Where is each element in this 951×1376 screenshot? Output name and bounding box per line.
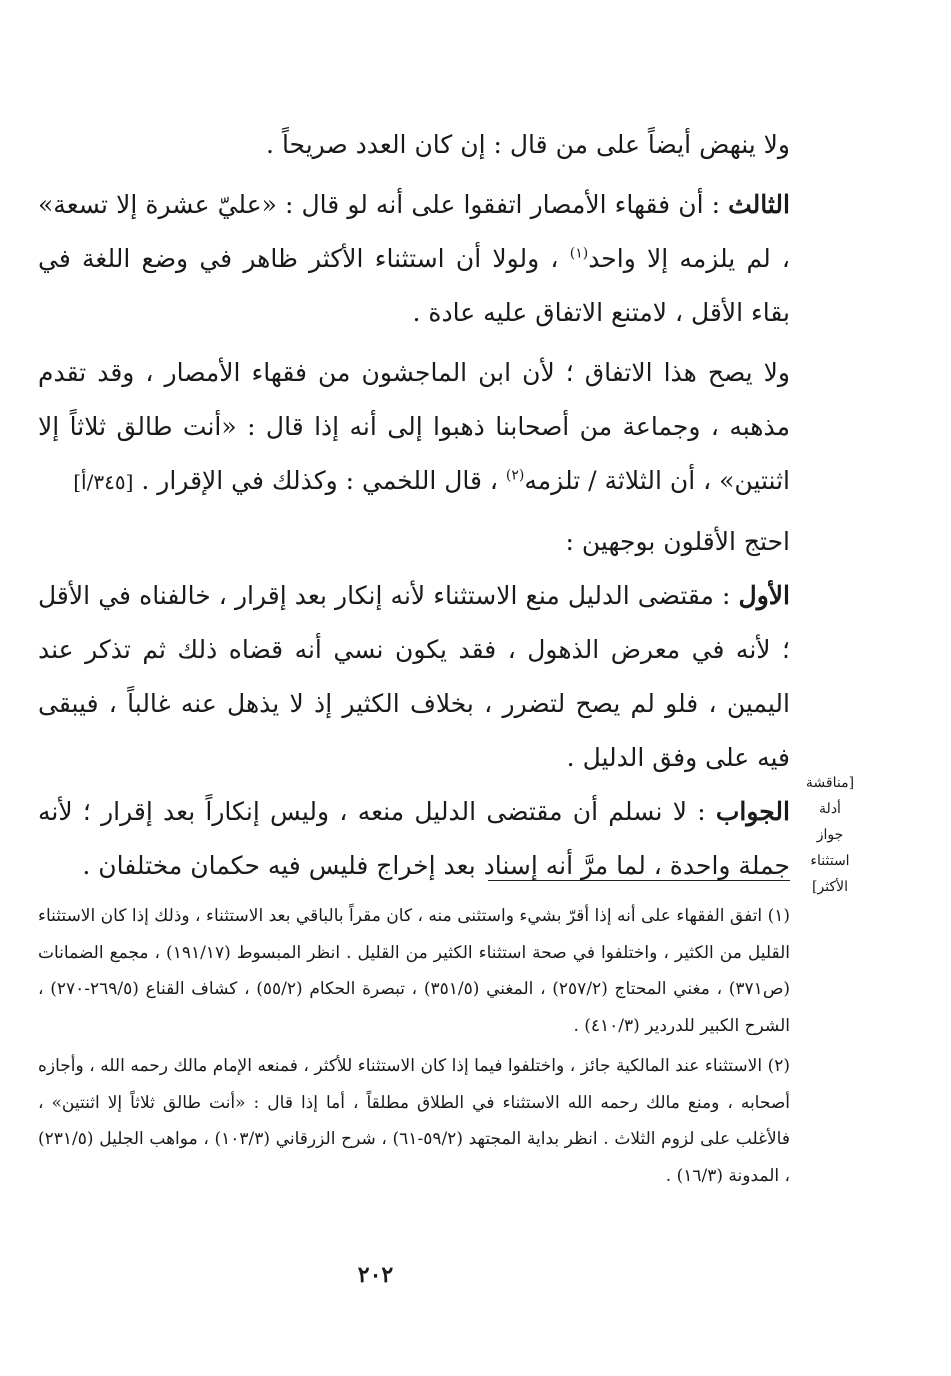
footnote-1: (١) اتفق الفقهاء على أنه إذا أقرّ بشيء واستثنى منه ، كان مقراً بالباقي بعد الاستثناء ، وذلك إذا كان الاستثناء القليل من الكثير ، واختلفوا في صحة استثناء الكثير من القليل . انظر المبسوط (١٩١/١٧) ، مجمع الضمانات (ص٣٧١) ، مغني المحتاج (٢٥٧/٢) ، المغني (٣٥١/٥) ، تبصرة الحكام (٥٥/٢) ، كشاف القناع (٢٦٩/٥-٢٧٠) ، الشرح الكبير للدردير (٤١٠/٣) . [38, 906, 790, 1036]
paragraph-6-lead: الجواب [715, 797, 790, 826]
page-number: ٢٠٢ [357, 1262, 394, 1288]
footnotes [38, 898, 790, 1194]
paragraph-6-text: : لا نسلم أن مقتضى الدليل منعه ، وليس إنكاراً بعد إقرار ؛ لأنه جملة واحدة ، لما مرَّ أنه إسناد بعد إخراج فليس فيه حكمان مختلفان . [38, 797, 790, 880]
paragraph-2-text-a: : أن فقهاء الأمصار اتفقوا على أنه لو قال : «عليّ عشرة إلا تسعة» ، لم يلزمه إلا واحد [38, 190, 790, 273]
footnote-marker-1[interactable]: (١) [569, 245, 589, 262]
footnote-separator [488, 880, 790, 881]
margin-note [800, 770, 860, 900]
main-text [38, 118, 790, 893]
paragraph-1: ولا ينهض أيضاً على من قال : إن كان العدد صريحاً . [266, 130, 790, 159]
paragraph-5-lead: الأول [738, 581, 790, 610]
paragraph-5 [38, 569, 790, 785]
paragraph-2-lead: الثالث [728, 190, 790, 219]
paragraph-2-text-b: ، ولولا أن استثناء الأكثر ظاهر في وضع اللغة في بقاء الأقل ، لامتنع الاتفاق عليه عادة . [38, 244, 790, 327]
margin-note-line-2: جواز استثناء [810, 827, 850, 869]
manuscript-page-ref: [٣٤٥/أ] [73, 470, 134, 494]
paragraph-3-text-a: ولا يصح هذا الاتفاق ؛ لأن ابن الماجشون من فقهاء الأمصار ، وقد تقدم مذهبه ، وجماعة من أصحابنا ذهبوا إلى أنه إذا قال : «أنت طالق ثلاثاً إلا اثنتين» ، أن الثلاثة / تلزمه [38, 358, 790, 495]
margin-note-line-1: [مناقشة أدلة [805, 775, 855, 817]
paragraph-6 [38, 785, 790, 893]
paragraph-3-text-b: ، قال اللخمي : وكذلك في الإقرار . [141, 466, 506, 495]
paragraph-2 [38, 178, 790, 340]
margin-note-line-3: الأكثر] [812, 879, 848, 895]
footnote-marker-2[interactable]: (٢) [505, 467, 525, 484]
paragraph-3 [38, 346, 790, 509]
footnote-2: (٢) الاستثناء عند المالكية جائز ، واختلفوا فيما إذا كان الاستثناء للأكثر ، فمنعه الإمام مالك رحمه الله ، وأجازه أصحابه ، ومنع مالك رحمه الله الاستثناء في الطلاق مطلقاً ، أما إذا قال : «أنت طالق ثلاثاً إلا اثنتين» ، فالأغلب على لزوم الثلاث . انظر بداية المجتهد (٥٩/٢-٦١) ، شرح الزرقاني (١٠٣/٣) ، مواهب الجليل (٢٣١/٥) ، المدونة (١٦/٣) . [38, 1056, 790, 1186]
paragraph-4: احتج الأقلون بوجهين : [565, 527, 790, 556]
paragraph-5-text: : مقتضى الدليل منع الاستثناء لأنه إنكار بعد إقرار ، خالفناه في الأقل ؛ لأنه في معرض الذهول ، فقد يكون نسي أنه قضاه ذلك ثم تذكر عند اليمين ، فلو لم يصح لتضرر ، بخلاف الكثير إذ لا يذهل عنه غالباً ، فيبقى فيه على وفق الدليل . [38, 581, 790, 772]
